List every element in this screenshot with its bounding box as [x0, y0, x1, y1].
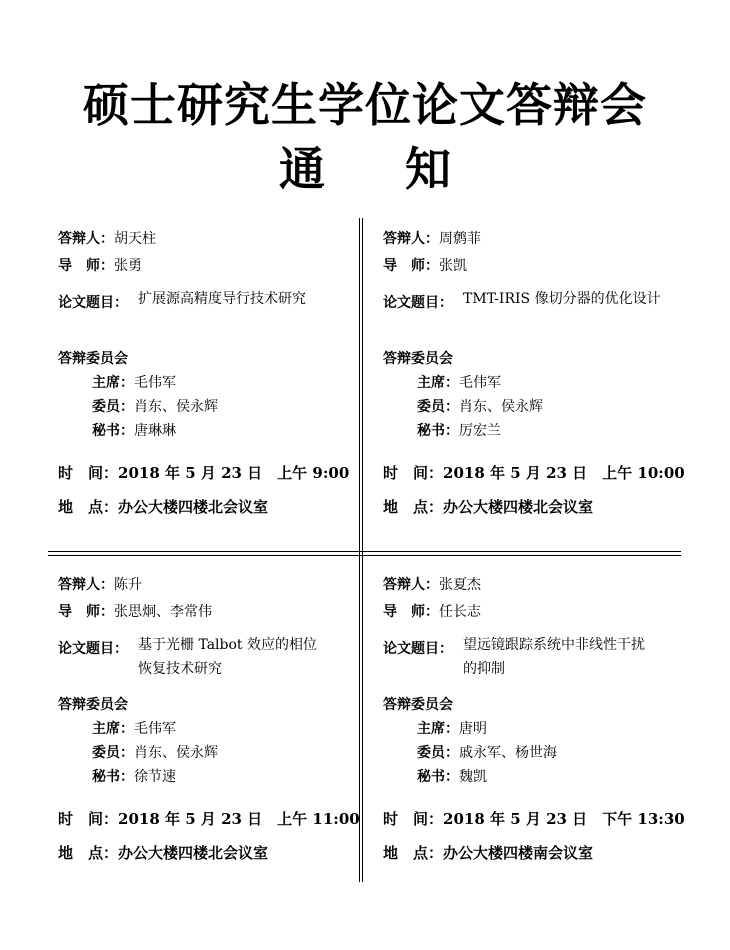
place-row [383, 842, 593, 863]
advisor-label: 导 师： [58, 258, 114, 274]
place-row [58, 842, 268, 863]
secretary-value: 厉宏兰 [459, 423, 501, 439]
secretary-row [92, 766, 176, 786]
time-label: 时 间： [383, 810, 444, 828]
members-label: 委员： [92, 399, 134, 415]
thesis-line-2: 恢复技术研究 [138, 661, 222, 677]
place-value: 办公大楼四楼南会议室 [443, 844, 594, 862]
thesis-line-1: 望远镜跟踪系统中非线性干扰 [463, 637, 645, 653]
time-row [58, 808, 360, 829]
time-row [383, 462, 685, 483]
advisor-label: 导 师： [383, 258, 439, 274]
defender-value: 周鹩菲 [439, 231, 481, 247]
members-value: 肖东、侯永辉 [134, 745, 218, 761]
chair-label: 主席： [417, 375, 459, 391]
thesis-line-2: 的抑制 [463, 661, 505, 677]
members-label: 委员： [92, 745, 134, 761]
chair-value: 毛伟军 [134, 375, 176, 391]
secretary-label: 秘书： [417, 769, 459, 785]
advisor-row [58, 255, 142, 275]
horizontal-divider-2 [48, 555, 681, 556]
defender-value: 张夏杰 [439, 577, 481, 593]
advisor-value: 张勇 [114, 258, 142, 274]
defender-row [383, 574, 481, 594]
chair-value: 唐明 [459, 721, 487, 737]
defender-label: 答辩人： [58, 231, 114, 247]
time-row [383, 808, 685, 829]
advisor-label: 导 师： [383, 604, 439, 620]
defender-row [383, 228, 481, 248]
advisor-row [383, 601, 481, 621]
chair-label: 主席： [92, 375, 134, 391]
chair-row [417, 372, 501, 392]
thesis-value [463, 633, 673, 681]
committee-heading [58, 348, 128, 368]
place-label: 地 点： [383, 498, 444, 516]
members-row [92, 742, 218, 762]
secretary-label: 秘书： [92, 423, 134, 439]
members-label: 委员： [417, 745, 459, 761]
members-value: 肖东、侯永辉 [459, 399, 543, 415]
defender-label: 答辩人： [58, 577, 114, 593]
time-row [58, 462, 349, 483]
advisor-value: 张思炯、李常伟 [114, 604, 212, 620]
committee-label: 答辩委员会 [383, 351, 453, 367]
secretary-label: 秘书： [417, 423, 459, 439]
chair-row [92, 718, 176, 738]
place-label: 地 点： [58, 498, 119, 516]
place-row [383, 496, 593, 517]
members-value: 戚永军、杨世海 [459, 745, 557, 761]
thesis-label: 论文题目： [58, 641, 128, 657]
members-row [92, 396, 218, 416]
advisor-row [58, 601, 212, 621]
vertical-divider [359, 218, 360, 882]
members-row [417, 742, 557, 762]
committee-label: 答辩委员会 [58, 351, 128, 367]
secretary-value: 徐节速 [134, 769, 176, 785]
place-label: 地 点： [383, 844, 444, 862]
thesis-label: 论文题目： [383, 641, 453, 657]
members-label: 委员： [417, 399, 459, 415]
page-title: 硕士研究生学位论文答辩会 [83, 78, 647, 132]
defender-row [58, 228, 156, 248]
committee-heading [58, 694, 128, 714]
subtitle-char-2: 知 [405, 142, 451, 196]
chair-row [92, 372, 176, 392]
time-value: 2018 年 5 月 23 日 上午 11:00 [118, 810, 360, 828]
defender-value: 陈升 [114, 577, 142, 593]
time-label: 时 间： [58, 464, 119, 482]
defender-label: 答辩人： [383, 231, 439, 247]
secretary-label: 秘书： [92, 769, 134, 785]
place-value: 办公大楼四楼北会议室 [118, 498, 269, 516]
place-label: 地 点： [58, 844, 119, 862]
time-value: 2018 年 5 月 23 日 下午 13:30 [443, 810, 685, 828]
advisor-row [383, 255, 467, 275]
thesis-value [138, 287, 348, 311]
subtitle-char-1: 通 [279, 142, 325, 196]
secretary-row [417, 766, 487, 786]
committee-heading [383, 694, 453, 714]
defender-value: 胡天柱 [114, 231, 156, 247]
page-subtitle [0, 142, 730, 196]
chair-label: 主席： [92, 721, 134, 737]
secretary-value: 魏凯 [459, 769, 487, 785]
thesis-value [463, 287, 673, 311]
advisor-value: 任长志 [439, 604, 481, 620]
defender-row [58, 574, 142, 594]
advisor-value: 张凯 [439, 258, 467, 274]
vertical-divider-2 [362, 218, 363, 882]
place-row [58, 496, 268, 517]
defender-label: 答辩人： [383, 577, 439, 593]
chair-label: 主席： [417, 721, 459, 737]
committee-label: 答辩委员会 [58, 697, 128, 713]
committee-heading [383, 348, 453, 368]
thesis-line-1: 基于光栅 Talbot 效应的相位 [138, 637, 317, 653]
committee-label: 答辩委员会 [383, 697, 453, 713]
place-value: 办公大楼四楼北会议室 [443, 498, 594, 516]
chair-value: 毛伟军 [459, 375, 501, 391]
thesis-label: 论文题目： [58, 295, 128, 311]
chair-row [417, 718, 487, 738]
thesis-line-1: 扩展源高精度导行技术研究 [138, 291, 306, 307]
time-value: 2018 年 5 月 23 日 上午 9:00 [118, 464, 350, 482]
thesis-label: 论文题目： [383, 295, 453, 311]
advisor-label: 导 师： [58, 604, 114, 620]
time-label: 时 间： [383, 464, 444, 482]
members-value: 肖东、侯永辉 [134, 399, 218, 415]
time-label: 时 间： [58, 810, 119, 828]
secretary-value: 唐琳琳 [134, 423, 176, 439]
thesis-line-1: TMT-IRIS 像切分器的优化设计 [463, 291, 661, 307]
members-row [417, 396, 543, 416]
secretary-row [92, 420, 176, 440]
place-value: 办公大楼四楼北会议室 [118, 844, 269, 862]
secretary-row [417, 420, 501, 440]
chair-value: 毛伟军 [134, 721, 176, 737]
time-value: 2018 年 5 月 23 日 上午 10:00 [443, 464, 685, 482]
thesis-value [138, 633, 348, 681]
horizontal-divider [48, 551, 681, 552]
